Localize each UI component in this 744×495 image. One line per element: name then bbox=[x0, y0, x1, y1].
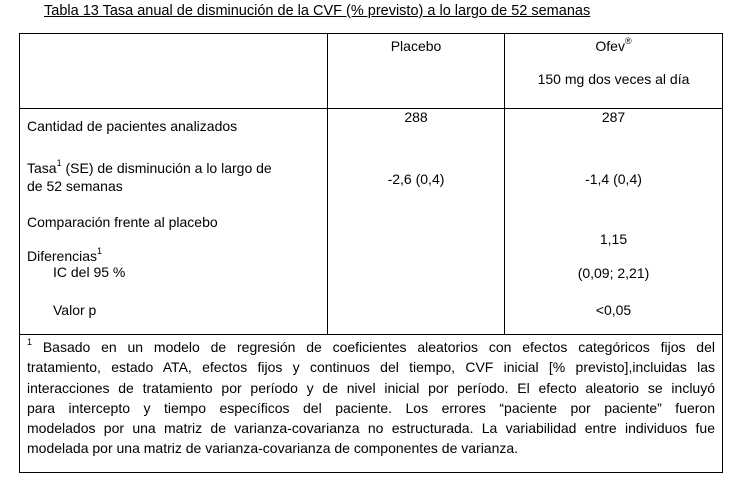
footnote-line-2: tratamiento, estado ATA, efectos fijos y continuos del tiempo, CVF inicial [% previsto],incluidas las bbox=[27, 359, 715, 376]
value-patients-placebo: 288 bbox=[404, 109, 428, 125]
footnote-line-1 bbox=[27, 337, 715, 357]
table-footnote bbox=[27, 337, 715, 459]
row-label-patients: Cantidad de pacientes analizados bbox=[27, 118, 238, 134]
table-title: Tabla 13 Tasa anual de disminución de la CVF (% previsto) a lo largo de 52 semanas bbox=[44, 3, 591, 19]
footnote-line-6: modelada por una matriz de varianza-covarianza de componentes de varianza. bbox=[27, 440, 519, 457]
header-ofev bbox=[505, 38, 722, 55]
header-placebo: Placebo bbox=[390, 38, 442, 54]
registered-mark: ® bbox=[624, 36, 632, 47]
differences-label-text: Diferencias bbox=[27, 248, 98, 264]
row-label-rate bbox=[27, 160, 272, 177]
row-label-rate-cont: de 52 semanas bbox=[27, 178, 123, 194]
row-label-p-value: Valor p bbox=[53, 302, 97, 318]
footnote-mark: 1 bbox=[27, 337, 33, 348]
ofev-name: Ofev bbox=[595, 38, 625, 54]
rate-label-part1: Tasa bbox=[27, 160, 57, 176]
footnote-line-4: para intercepto y tiempo específicos del paciente. Los errores “paciente por paciente” fueron bbox=[27, 399, 715, 416]
value-rate-placebo: -2,6 (0,4) bbox=[387, 171, 445, 187]
header-ofev-dose: 150 mg dos veces al día bbox=[537, 71, 690, 87]
results-table bbox=[19, 33, 723, 473]
value-p-ofev: <0,05 bbox=[595, 302, 632, 318]
footnote-line-3: interacciones de tratamiento por período y de nivel inicial por período. El efecto aleatorio se incluyó bbox=[27, 379, 715, 396]
row-label-differences bbox=[27, 248, 102, 265]
footnote-line-5: modelados por una matriz de varianza-covarianza no estructurada. La variabilidad entre individuos fue bbox=[27, 420, 715, 437]
rate-label-part2: (SE) de disminución a lo largo de bbox=[61, 160, 272, 176]
value-differences-ofev: 1,15 bbox=[599, 231, 628, 247]
rate-footnote-mark: 1 bbox=[56, 158, 62, 169]
value-ci-ofev: (0,09; 2,21) bbox=[577, 265, 650, 281]
footnote-line-1-text: Basado en un modelo de regresión de coeficientes aleatorios con efectos categóricos fijos del bbox=[32, 339, 715, 355]
value-rate-ofev: -1,4 (0,4) bbox=[585, 171, 642, 187]
row-label-ci: IC del 95 % bbox=[53, 264, 126, 280]
value-patients-ofev: 287 bbox=[601, 109, 626, 125]
row-label-comparison: Comparación frente al placebo bbox=[27, 214, 218, 230]
differences-footnote-mark: 1 bbox=[97, 246, 103, 257]
footnote-divider bbox=[20, 334, 722, 335]
